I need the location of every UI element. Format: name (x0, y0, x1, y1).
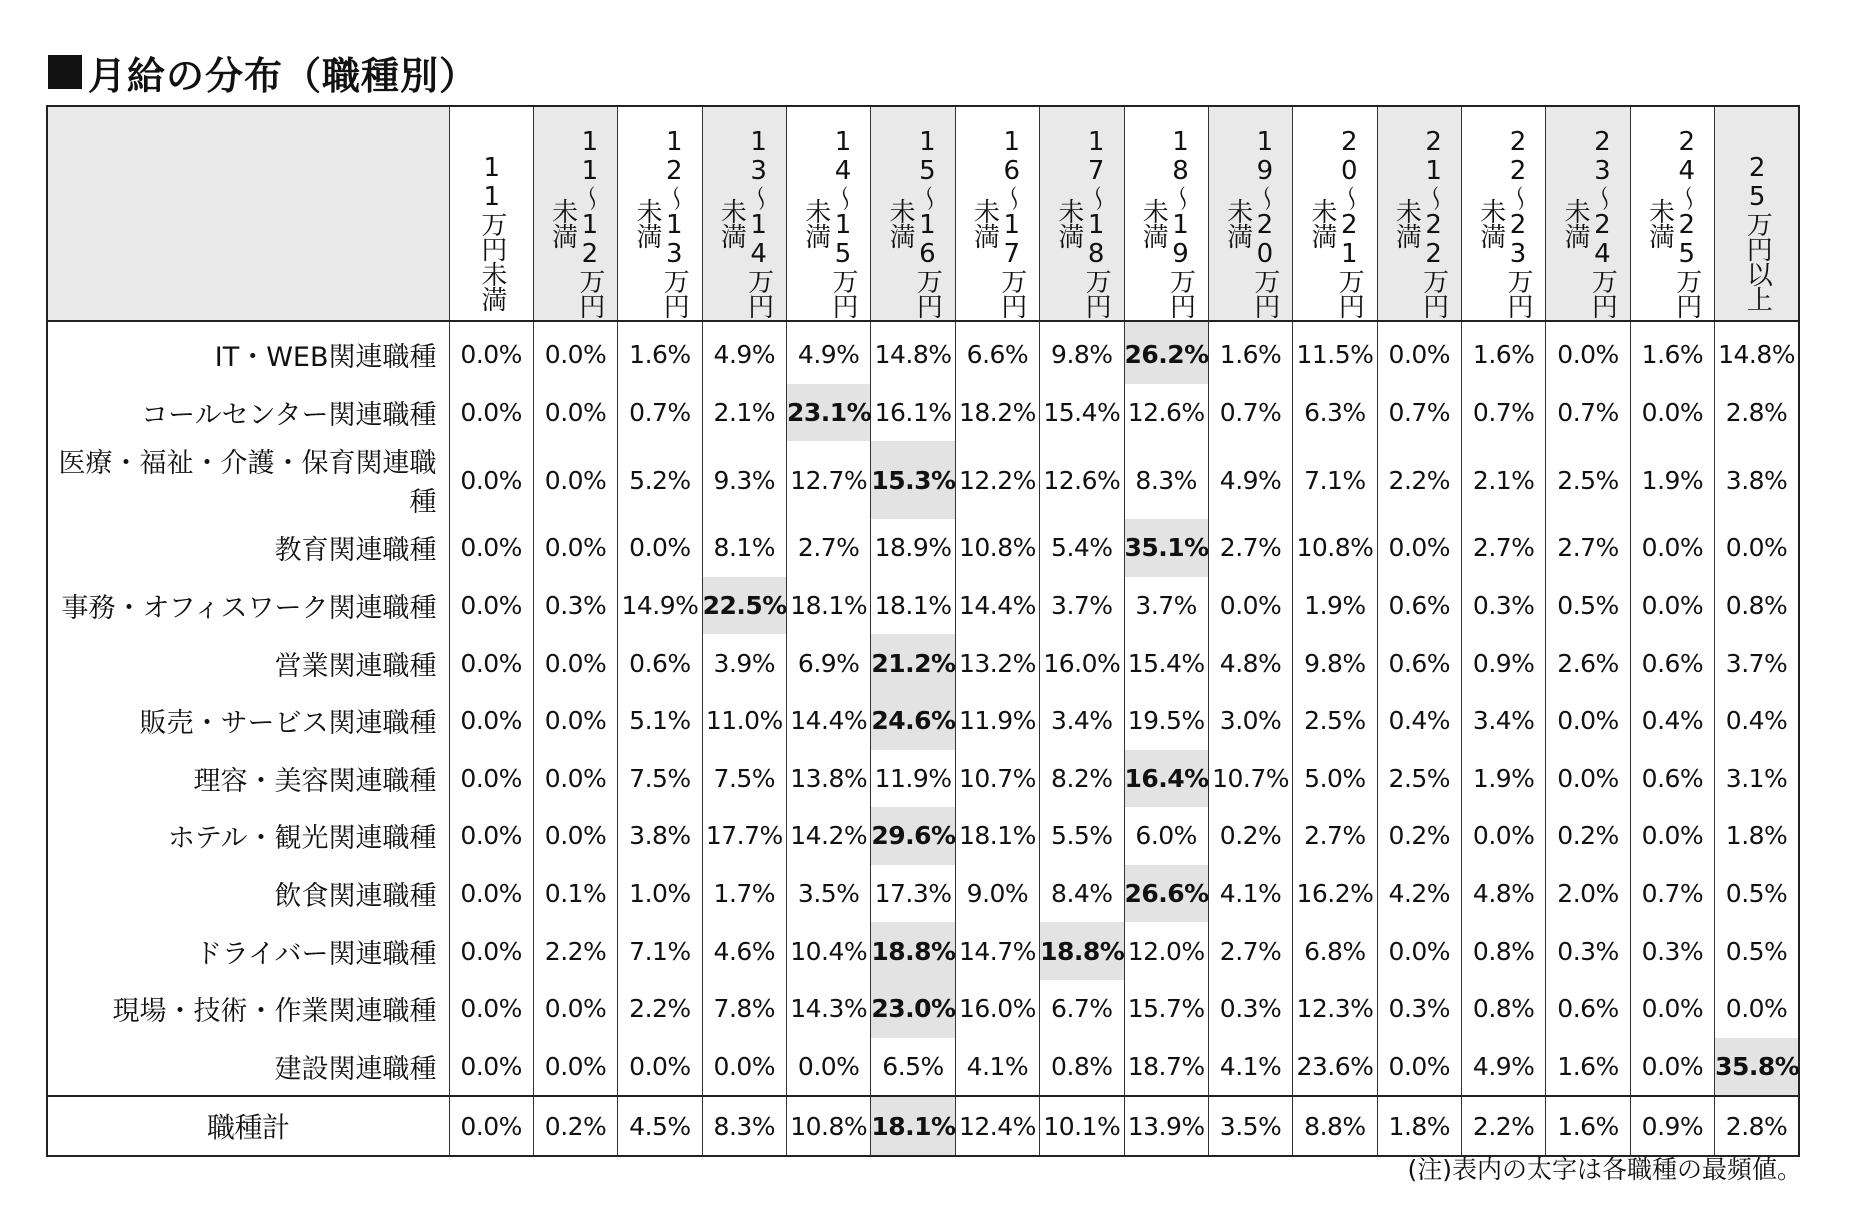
table-cell: 5.4% (1040, 519, 1124, 577)
table-cell: 1.9% (1630, 441, 1714, 519)
table-cell: 14.4% (787, 692, 871, 750)
table-cell: 0.0% (533, 750, 617, 808)
table-cell: 4.1% (1208, 1038, 1292, 1097)
row-label: 飲食関連職種 (274, 881, 437, 913)
table-row (47, 922, 1799, 980)
table-cell: 0.0% (1715, 980, 1799, 1038)
table-row (47, 384, 1799, 442)
corner-cell (47, 106, 449, 321)
table-cell: 0.7% (1462, 384, 1546, 442)
table-cell: 0.1% (533, 865, 617, 923)
footnote: (注)表内の太字は各職種の最頻値。 (1407, 1155, 1802, 1184)
table-cell: 0.6% (1377, 577, 1461, 635)
table-cell: 0.0% (702, 1038, 786, 1097)
table-cell: 0.0% (1546, 750, 1630, 808)
table-cell: 3.7% (1124, 577, 1208, 635)
table-cell: 3.8% (618, 807, 702, 865)
table-cell: 0.5% (1715, 865, 1799, 923)
table-row (47, 865, 1799, 923)
table-cell: 9.3% (702, 441, 786, 519)
table-cell: 0.8% (1040, 1038, 1124, 1097)
table-cell: 26.2% (1124, 321, 1208, 384)
table-cell: 8.4% (1040, 865, 1124, 923)
table-cell: 7.5% (618, 750, 702, 808)
column-header-label: 21〜22万円未満 (1391, 127, 1449, 318)
table-cell: 0.7% (618, 384, 702, 442)
table-cell: 5.5% (1040, 807, 1124, 865)
row-label: 現場・技術・作業関連職種 (112, 996, 437, 1028)
table-cell: 0.0% (533, 321, 617, 384)
table-row (47, 577, 1799, 635)
table-cell: 14.8% (871, 321, 955, 384)
table-cell: 6.6% (955, 321, 1039, 384)
table-cell: 0.0% (449, 692, 533, 750)
table-cell: 0.0% (1630, 384, 1714, 442)
table-cell: 7.8% (702, 980, 786, 1038)
table-cell: 16.4% (1124, 750, 1208, 808)
table-cell: 14.2% (787, 807, 871, 865)
table-cell: 0.0% (618, 1038, 702, 1097)
table-cell: 18.7% (1124, 1038, 1208, 1097)
table-cell: 15.7% (1124, 980, 1208, 1038)
table-cell: 18.2% (955, 384, 1039, 442)
table-cell: 0.0% (533, 807, 617, 865)
row-label: 医療・福祉・介護・保育関連職種 (58, 448, 437, 519)
table-cell: 0.7% (1630, 865, 1714, 923)
black-square-icon (48, 55, 82, 89)
table-cell: 9.0% (955, 865, 1039, 923)
row-label: ホテル・観光関連職種 (167, 823, 437, 855)
table-cell: 14.3% (787, 980, 871, 1038)
table-cell: 8.1% (702, 519, 786, 577)
table-cell: 2.7% (1208, 519, 1292, 577)
column-header (955, 106, 1039, 321)
table-cell: 3.4% (1040, 692, 1124, 750)
table-cell: 0.6% (1630, 750, 1714, 808)
table-cell: 0.0% (449, 519, 533, 577)
table-cell: 0.0% (1377, 1038, 1461, 1097)
table-cell: 3.7% (1040, 577, 1124, 635)
column-header (533, 106, 617, 321)
table-cell: 10.8% (1293, 519, 1377, 577)
column-header (449, 106, 533, 321)
column-header-label: 11〜12万円未満 (547, 127, 605, 318)
table-cell: 0.3% (533, 577, 617, 635)
table-cell: 2.7% (787, 519, 871, 577)
table-cell: 0.8% (1715, 577, 1799, 635)
table-row (47, 321, 1799, 384)
table-cell: 3.7% (1715, 634, 1799, 692)
table-row (47, 441, 1799, 519)
total-cell: 1.8% (1377, 1096, 1461, 1156)
table-cell: 15.4% (1124, 634, 1208, 692)
table-cell: 11.5% (1293, 321, 1377, 384)
table-cell: 1.9% (1293, 577, 1377, 635)
table-cell: 0.0% (533, 519, 617, 577)
table-cell: 1.6% (1462, 321, 1546, 384)
table-row (47, 692, 1799, 750)
table-cell: 12.3% (1293, 980, 1377, 1038)
table-cell: 3.5% (787, 865, 871, 923)
table-cell: 16.2% (1293, 865, 1377, 923)
table-cell: 0.9% (1462, 634, 1546, 692)
column-header-label: 11万円未満 (476, 153, 507, 311)
table-cell: 4.9% (702, 321, 786, 384)
column-header (702, 106, 786, 321)
table-cell: 0.2% (1546, 807, 1630, 865)
table-cell: 14.4% (955, 577, 1039, 635)
table-cell: 11.9% (955, 692, 1039, 750)
table-cell: 0.0% (533, 1038, 617, 1097)
table-cell: 4.1% (955, 1038, 1039, 1097)
table-cell: 4.2% (1377, 865, 1461, 923)
table-cell: 15.3% (871, 441, 955, 519)
table-cell: 3.8% (1715, 441, 1799, 519)
column-header-label: 24〜25万円未満 (1644, 127, 1702, 318)
table-cell: 2.5% (1293, 692, 1377, 750)
table-cell: 2.7% (1293, 807, 1377, 865)
total-cell: 0.2% (533, 1096, 617, 1156)
table-cell: 11.9% (871, 750, 955, 808)
row-label: 建設関連職種 (274, 1053, 437, 1085)
column-header-label: 15〜16万円未満 (885, 127, 943, 318)
total-cell: 10.1% (1040, 1096, 1124, 1156)
column-header-label: 17〜18万円未満 (1053, 127, 1112, 318)
table-cell: 19.5% (1124, 692, 1208, 750)
table-cell: 0.3% (1546, 922, 1630, 980)
table-cell: 4.6% (702, 922, 786, 980)
total-cell: 13.9% (1124, 1096, 1208, 1156)
table-cell: 1.6% (1630, 321, 1714, 384)
column-header-label: 20〜21万円未満 (1306, 127, 1365, 318)
table-cell: 0.0% (1630, 519, 1714, 577)
table-row (47, 750, 1799, 808)
table-cell: 5.0% (1293, 750, 1377, 808)
table-cell: 1.8% (1715, 807, 1799, 865)
total-cell: 10.8% (787, 1096, 871, 1156)
table-cell: 0.0% (1630, 807, 1714, 865)
table-cell: 18.1% (871, 577, 955, 635)
column-header (871, 106, 955, 321)
total-cell: 12.4% (955, 1096, 1039, 1156)
table-cell: 0.0% (787, 1038, 871, 1097)
table-cell: 22.5% (702, 577, 786, 635)
total-cell: 18.1% (871, 1096, 955, 1156)
table-cell: 6.9% (787, 634, 871, 692)
table-cell: 0.0% (1715, 519, 1799, 577)
table-cell: 17.7% (702, 807, 786, 865)
table-cell: 1.6% (618, 321, 702, 384)
column-header (1630, 106, 1714, 321)
table-cell: 7.5% (702, 750, 786, 808)
table-cell: 2.7% (1208, 922, 1292, 980)
table-cell: 2.0% (1546, 865, 1630, 923)
table-cell: 6.3% (1293, 384, 1377, 442)
table-cell: 5.2% (618, 441, 702, 519)
table-cell: 3.4% (1462, 692, 1546, 750)
table-cell: 2.5% (1546, 441, 1630, 519)
table-cell: 1.6% (1546, 1038, 1630, 1097)
table-cell: 1.0% (618, 865, 702, 923)
table-cell: 2.7% (1462, 519, 1546, 577)
table-cell: 0.7% (1546, 384, 1630, 442)
table-cell: 12.6% (1124, 384, 1208, 442)
table-cell: 35.1% (1124, 519, 1208, 577)
table-cell: 6.7% (1040, 980, 1124, 1038)
table-cell: 1.7% (702, 865, 786, 923)
table-cell: 3.0% (1208, 692, 1292, 750)
table-cell: 0.5% (1546, 577, 1630, 635)
table-cell: 18.8% (1040, 922, 1124, 980)
table-cell: 0.0% (1546, 321, 1630, 384)
total-cell: 8.8% (1293, 1096, 1377, 1156)
table-cell: 10.7% (1208, 750, 1292, 808)
row-label: コールセンター関連職種 (141, 399, 437, 431)
table-cell: 2.8% (1715, 384, 1799, 442)
table-cell: 0.0% (1630, 980, 1714, 1038)
table-cell: 0.3% (1462, 577, 1546, 635)
table-cell: 0.0% (1462, 807, 1546, 865)
total-cell: 0.0% (449, 1096, 533, 1156)
table-cell: 13.8% (787, 750, 871, 808)
table-cell: 16.0% (1040, 634, 1124, 692)
table-cell: 3.1% (1715, 750, 1799, 808)
table-cell: 10.8% (955, 519, 1039, 577)
column-header-label: 12〜13万円未満 (631, 127, 690, 318)
total-cell: 2.8% (1715, 1096, 1799, 1156)
column-header (787, 106, 871, 321)
table-cell: 23.1% (787, 384, 871, 442)
total-cell: 8.3% (702, 1096, 786, 1156)
column-header (1040, 106, 1124, 321)
column-header-label: 25万円以上 (1742, 153, 1773, 311)
table-cell: 0.3% (1377, 980, 1461, 1038)
table-cell: 18.1% (955, 807, 1039, 865)
table-cell: 24.6% (871, 692, 955, 750)
column-header (618, 106, 702, 321)
table-cell: 18.1% (787, 577, 871, 635)
table-cell: 14.8% (1715, 321, 1799, 384)
column-header (1293, 106, 1377, 321)
table-cell: 0.0% (1630, 577, 1714, 635)
row-label: 営業関連職種 (274, 650, 437, 682)
table-cell: 0.2% (1377, 807, 1461, 865)
table-row (47, 1038, 1799, 1097)
table-cell: 21.2% (871, 634, 955, 692)
column-header-label: 16〜17万円未満 (969, 127, 1027, 318)
table-cell: 2.2% (1377, 441, 1461, 519)
column-header-label: 22〜23万円未満 (1475, 127, 1533, 318)
table-cell: 8.3% (1124, 441, 1208, 519)
table-cell: 0.3% (1208, 980, 1292, 1038)
total-cell: 3.5% (1208, 1096, 1292, 1156)
table-cell: 5.1% (618, 692, 702, 750)
table-cell: 0.0% (449, 865, 533, 923)
table-cell: 0.0% (1377, 321, 1461, 384)
total-cell: 4.5% (618, 1096, 702, 1156)
table-cell: 0.0% (533, 634, 617, 692)
table-cell: 4.8% (1208, 634, 1292, 692)
table-row (47, 807, 1799, 865)
column-header-label: 18〜19万円未満 (1138, 127, 1196, 318)
table-cell: 0.0% (1630, 1038, 1714, 1097)
table-cell: 4.9% (787, 321, 871, 384)
table-cell: 2.2% (533, 922, 617, 980)
table-cell: 0.6% (618, 634, 702, 692)
table-cell: 12.7% (787, 441, 871, 519)
table-cell: 6.8% (1293, 922, 1377, 980)
column-header-label: 19〜20万円未満 (1222, 127, 1280, 318)
column-header (1462, 106, 1546, 321)
table-cell: 0.4% (1377, 692, 1461, 750)
table-cell: 0.0% (449, 384, 533, 442)
table-cell: 0.0% (1208, 577, 1292, 635)
table-row (47, 980, 1799, 1038)
table-cell: 0.0% (1377, 922, 1461, 980)
total-row (47, 1096, 1799, 1156)
table-cell: 0.0% (449, 321, 533, 384)
row-label: 教育関連職種 (274, 535, 437, 567)
table-cell: 16.1% (871, 384, 955, 442)
table-cell: 4.9% (1462, 1038, 1546, 1097)
table-cell: 0.5% (1715, 922, 1799, 980)
table-cell: 2.1% (1462, 441, 1546, 519)
table-cell: 7.1% (1293, 441, 1377, 519)
column-header-label: 14〜15万円未満 (800, 127, 858, 318)
table-cell: 17.3% (871, 865, 955, 923)
title-text: 月給の分布（職種別） (88, 53, 479, 98)
column-header-label: 23〜24万円未満 (1560, 127, 1618, 318)
table-cell: 9.8% (1040, 321, 1124, 384)
table-cell: 26.6% (1124, 865, 1208, 923)
column-header (1208, 106, 1292, 321)
table-cell: 23.0% (871, 980, 955, 1038)
table-cell: 15.4% (1040, 384, 1124, 442)
table-cell: 7.1% (618, 922, 702, 980)
table-cell: 4.9% (1208, 441, 1292, 519)
total-cell: 1.6% (1546, 1096, 1630, 1156)
table-cell: 1.6% (1208, 321, 1292, 384)
header-row (47, 106, 1799, 321)
table-cell: 4.8% (1462, 865, 1546, 923)
table-cell: 0.0% (1377, 519, 1461, 577)
row-label: 販売・サービス関連職種 (139, 708, 437, 740)
table-cell: 12.6% (1040, 441, 1124, 519)
table-cell: 0.0% (449, 1038, 533, 1097)
column-header-label: 13〜14万円未満 (716, 127, 774, 318)
table-cell: 6.0% (1124, 807, 1208, 865)
table-cell: 0.4% (1715, 692, 1799, 750)
table-cell: 35.8% (1715, 1038, 1799, 1097)
table-cell: 0.0% (533, 692, 617, 750)
table-cell: 0.6% (1377, 634, 1461, 692)
table-cell: 14.7% (955, 922, 1039, 980)
table-cell: 9.8% (1293, 634, 1377, 692)
table-cell: 8.2% (1040, 750, 1124, 808)
page-title (48, 42, 478, 102)
row-label: ドライバー関連職種 (194, 938, 437, 970)
table-cell: 0.0% (449, 577, 533, 635)
table-cell: 6.5% (871, 1038, 955, 1097)
table-cell: 11.0% (702, 692, 786, 750)
total-label: 職種計 (47, 1096, 449, 1156)
table-cell: 10.7% (955, 750, 1039, 808)
table-cell: 0.0% (449, 441, 533, 519)
table-cell: 0.2% (1208, 807, 1292, 865)
table-cell: 0.0% (449, 922, 533, 980)
table-cell: 16.0% (955, 980, 1039, 1038)
table-cell: 0.0% (449, 807, 533, 865)
column-header (1377, 106, 1461, 321)
table-cell: 0.0% (618, 519, 702, 577)
table-cell: 2.7% (1546, 519, 1630, 577)
table-cell: 0.6% (1630, 634, 1714, 692)
row-label: 事務・オフィスワーク関連職種 (61, 593, 437, 625)
total-cell: 2.2% (1462, 1096, 1546, 1156)
table-cell: 0.0% (533, 441, 617, 519)
table-cell: 3.9% (702, 634, 786, 692)
table-cell: 18.8% (871, 922, 955, 980)
table-cell: 0.0% (533, 384, 617, 442)
table-cell: 0.0% (449, 634, 533, 692)
table-cell: 29.6% (871, 807, 955, 865)
table-cell: 0.0% (533, 980, 617, 1038)
table-cell: 13.2% (955, 634, 1039, 692)
table-body (47, 321, 1799, 1096)
table-cell: 0.7% (1208, 384, 1292, 442)
table-row (47, 519, 1799, 577)
table-cell: 14.9% (618, 577, 702, 635)
table-row (47, 634, 1799, 692)
table-cell: 2.1% (702, 384, 786, 442)
table-cell: 0.8% (1462, 980, 1546, 1038)
table-cell: 0.3% (1630, 922, 1714, 980)
table-cell: 2.5% (1377, 750, 1461, 808)
table-cell: 18.9% (871, 519, 955, 577)
row-label: IT・WEB関連職種 (214, 342, 437, 374)
table-cell: 12.2% (955, 441, 1039, 519)
column-header (1546, 106, 1630, 321)
salary-distribution-table (46, 105, 1800, 1157)
table-cell: 2.2% (618, 980, 702, 1038)
table-cell: 0.6% (1546, 980, 1630, 1038)
table-cell: 0.7% (1377, 384, 1461, 442)
table-cell: 2.6% (1546, 634, 1630, 692)
table-cell: 10.4% (787, 922, 871, 980)
table-cell: 0.0% (1546, 692, 1630, 750)
row-label: 理容・美容関連職種 (193, 765, 437, 797)
table-cell: 0.4% (1630, 692, 1714, 750)
table-cell: 4.1% (1208, 865, 1292, 923)
column-header (1124, 106, 1208, 321)
table-cell: 0.8% (1462, 922, 1546, 980)
table-cell: 0.0% (449, 750, 533, 808)
table-cell: 0.0% (449, 980, 533, 1038)
column-header (1715, 106, 1799, 321)
table-cell: 23.6% (1293, 1038, 1377, 1097)
table-cell: 1.9% (1462, 750, 1546, 808)
total-cell: 0.9% (1630, 1096, 1714, 1156)
table-cell: 12.0% (1124, 922, 1208, 980)
